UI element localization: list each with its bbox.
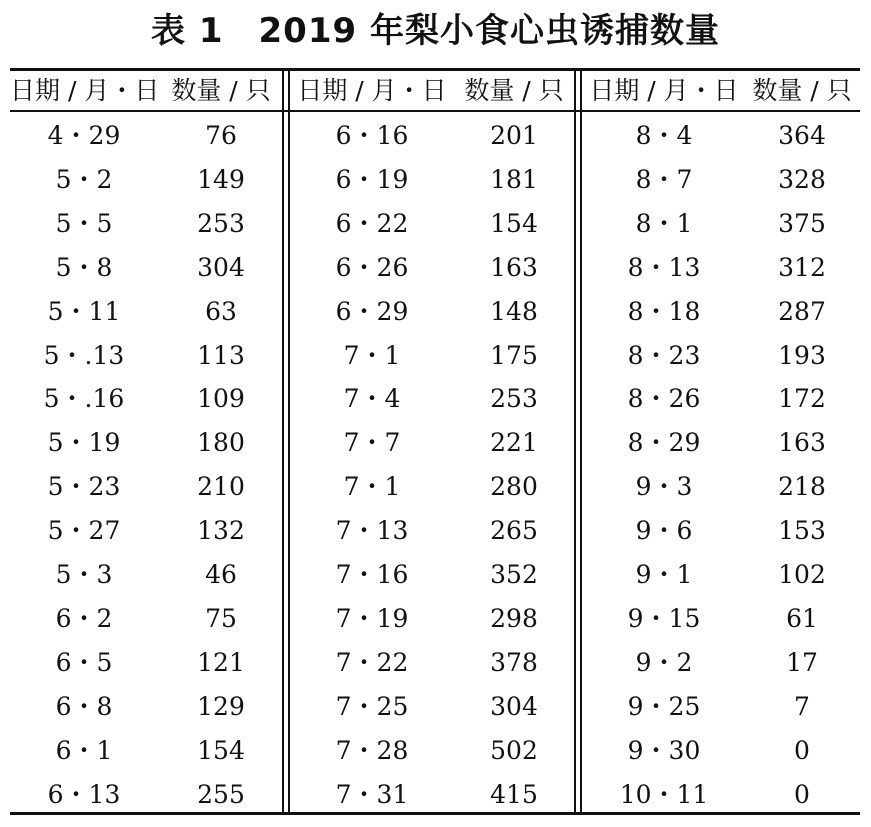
group-separator-1a <box>282 68 284 815</box>
count-cell: 253 <box>197 208 245 238</box>
top-rule <box>10 68 860 71</box>
count-cell: 415 <box>490 779 538 809</box>
count-cell: 154 <box>490 208 538 238</box>
count-cell: 210 <box>197 472 245 502</box>
date-cell: 7・16 <box>335 560 409 589</box>
date-cell: 7・25 <box>335 691 409 721</box>
date-cell: 6・1 <box>55 735 113 765</box>
count-cell: 46 <box>205 560 237 589</box>
count-cell: 375 <box>778 208 826 238</box>
table-title: 表 1 2019 年梨小食心虫诱捕数量 <box>151 11 720 51</box>
date-cell: 6・2 <box>55 603 113 633</box>
count-cell: 102 <box>778 560 826 589</box>
date-cell: 9・6 <box>635 516 693 546</box>
date-cell: 6・13 <box>47 779 121 809</box>
date-cell: 5・.13 <box>43 340 125 370</box>
count-cell: 0 <box>794 779 810 809</box>
date-cell: 9・30 <box>627 735 701 765</box>
count-cell: 163 <box>490 252 538 282</box>
date-cell: 5・5 <box>55 208 113 238</box>
count-cell: 175 <box>490 340 538 370</box>
date-cell: 6・26 <box>335 252 409 282</box>
date-cell: 7・1 <box>343 340 401 370</box>
date-cell: 9・25 <box>627 691 701 721</box>
date-cell: 5・3 <box>55 560 113 589</box>
header-date-2: 日期 / 月・日 <box>297 76 447 105</box>
date-cell: 7・22 <box>335 647 409 677</box>
date-cell: 5・.16 <box>43 384 125 414</box>
header-date-3: 日期 / 月・日 <box>589 76 739 105</box>
date-cell: 7・1 <box>343 472 401 502</box>
date-cell: 5・8 <box>55 252 113 282</box>
date-cell: 6・5 <box>55 647 113 677</box>
count-cell: 63 <box>205 296 237 326</box>
date-cell: 9・2 <box>635 647 693 677</box>
date-cell: 5・27 <box>47 516 121 546</box>
count-cell: 193 <box>778 340 826 370</box>
group-separator-1b <box>288 68 290 815</box>
count-cell: 17 <box>786 647 818 677</box>
count-cell: 255 <box>197 779 245 809</box>
count-cell: 121 <box>197 647 245 677</box>
count-cell: 201 <box>490 121 538 150</box>
date-cell: 7・7 <box>343 428 401 458</box>
data-table <box>10 68 860 816</box>
date-cell: 6・29 <box>335 296 409 326</box>
date-cell: 6・8 <box>55 691 113 721</box>
count-cell: 304 <box>490 691 538 721</box>
date-cell: 5・19 <box>47 428 121 458</box>
date-cell: 9・1 <box>635 560 693 589</box>
count-cell: 76 <box>205 121 237 150</box>
date-cell: 8・1 <box>635 208 693 238</box>
count-cell: 153 <box>778 516 826 546</box>
date-cell: 8・26 <box>627 384 701 414</box>
group-separator-2b <box>580 68 582 815</box>
count-cell: 328 <box>778 164 826 194</box>
count-cell: 312 <box>778 252 826 282</box>
count-cell: 280 <box>490 472 538 502</box>
date-cell: 7・4 <box>343 384 401 414</box>
count-cell: 172 <box>778 384 826 414</box>
group-separator-2a <box>574 68 576 815</box>
count-cell: 221 <box>490 428 538 458</box>
count-cell: 181 <box>490 164 538 194</box>
count-cell: 163 <box>778 428 826 458</box>
count-cell: 364 <box>778 121 826 150</box>
count-cell: 154 <box>197 735 245 765</box>
date-cell: 9・3 <box>635 472 693 502</box>
header-date-1: 日期 / 月・日 <box>10 76 160 105</box>
date-cell: 5・23 <box>47 472 121 502</box>
count-cell: 502 <box>490 735 538 765</box>
count-cell: 287 <box>778 296 826 326</box>
date-cell: 8・13 <box>627 252 701 282</box>
header-rule <box>10 110 860 112</box>
date-cell: 8・29 <box>627 428 701 458</box>
count-cell: 149 <box>197 164 245 194</box>
date-cell: 7・31 <box>335 779 409 809</box>
date-cell: 6・19 <box>335 164 409 194</box>
count-cell: 129 <box>197 691 245 721</box>
count-cell: 298 <box>490 603 538 633</box>
header-count-3: 数量 / 只 <box>752 76 852 105</box>
date-cell: 4・29 <box>47 121 121 150</box>
date-cell: 8・7 <box>635 164 693 194</box>
date-cell: 6・16 <box>335 121 409 150</box>
date-cell: 7・19 <box>335 603 409 633</box>
count-cell: 218 <box>778 472 826 502</box>
header-count-1: 数量 / 只 <box>171 76 271 105</box>
date-cell: 5・11 <box>47 296 121 326</box>
date-cell: 7・13 <box>335 516 409 546</box>
date-cell: 5・2 <box>55 164 113 194</box>
date-cell: 9・15 <box>627 603 701 633</box>
count-cell: 109 <box>197 384 245 414</box>
count-cell: 378 <box>490 647 538 677</box>
count-cell: 180 <box>197 428 245 458</box>
date-cell: 7・28 <box>335 735 409 765</box>
date-cell: 8・18 <box>627 296 701 326</box>
count-cell: 113 <box>197 340 245 370</box>
date-cell: 10・11 <box>619 779 709 809</box>
count-cell: 75 <box>205 603 237 633</box>
count-cell: 0 <box>794 735 810 765</box>
count-cell: 304 <box>197 252 245 282</box>
count-cell: 61 <box>786 603 818 633</box>
count-cell: 265 <box>490 516 538 546</box>
date-cell: 8・23 <box>627 340 701 370</box>
count-cell: 253 <box>490 384 538 414</box>
count-cell: 148 <box>490 296 538 326</box>
date-cell: 6・22 <box>335 208 409 238</box>
date-cell: 8・4 <box>635 121 693 150</box>
header-count-2: 数量 / 只 <box>464 76 564 105</box>
count-cell: 7 <box>794 691 810 721</box>
count-cell: 352 <box>490 560 538 589</box>
count-cell: 132 <box>197 516 245 546</box>
